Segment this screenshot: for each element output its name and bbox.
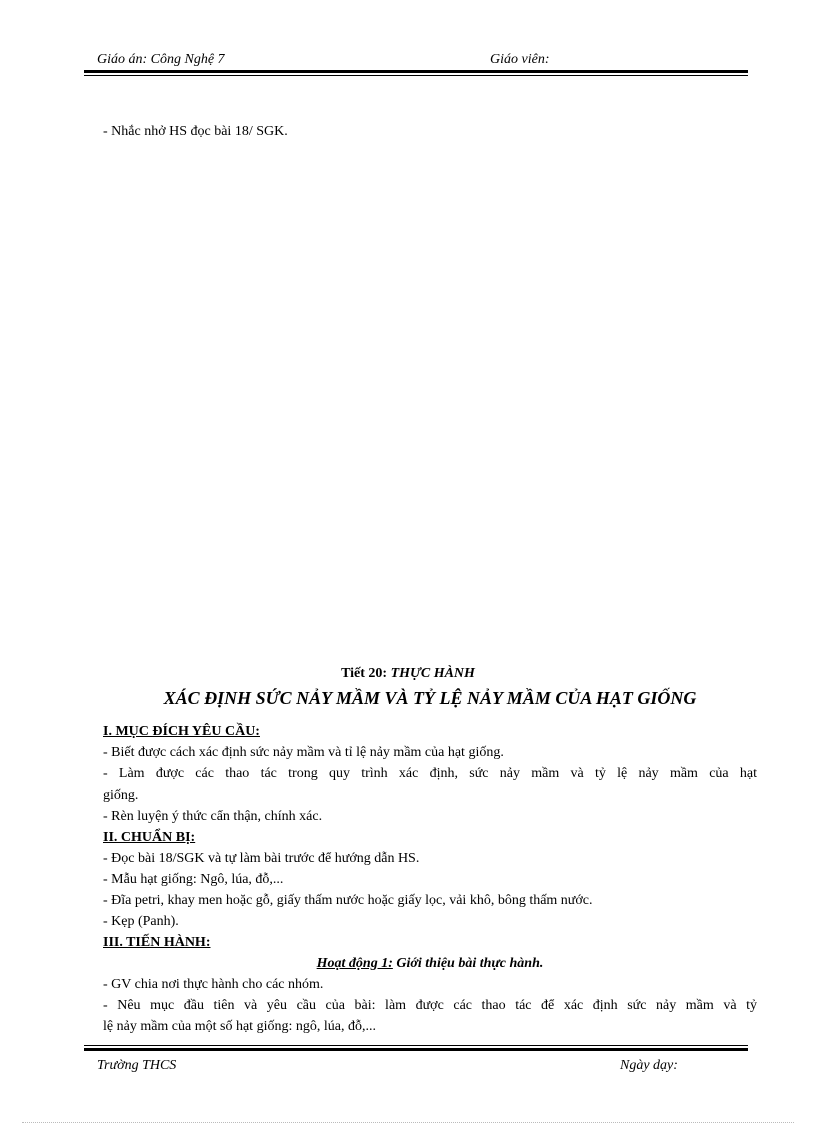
section3-item: lệ nảy mầm của một số hạt giống: ngô, lúa, đỗ,...	[103, 1019, 376, 1034]
section1-item: - Làm được các thao tác trong quy trình xác định, sức nảy mầm và tỷ lệ nảy mầm của hạt	[103, 766, 757, 781]
activity-title: Giới thiệu bài thực hành.	[396, 956, 544, 971]
section1-item: - Biết được cách xác định sức nảy mầm và tỉ lệ nảy mầm của hạt giống.	[103, 745, 504, 760]
header-teacher: Giáo viên:	[490, 52, 550, 67]
section2-item: - Mẫu hạt giống: Ngô, lúa, đỗ,...	[103, 872, 284, 887]
section2-item: - Đĩa petri, khay men hoặc gỗ, giấy thấm nước hoặc giấy lọc, vải khô, bông thấm nước.	[103, 893, 593, 908]
section2-heading: II. CHUẨN BỊ:	[103, 830, 196, 845]
footer-rule-thin	[84, 1045, 748, 1046]
lesson-period-type: THỰC HÀNH	[390, 666, 475, 681]
section3-item: - Nêu mục đầu tiên và yêu cầu của bài: làm được các thao tác để xác định sức nảy mầm và tỷ	[103, 998, 757, 1013]
activity-label: Hoạt động 1:	[316, 956, 393, 971]
header-rule-thick	[84, 70, 748, 73]
footer-date: Ngày dạy:	[620, 1058, 678, 1073]
section2-item: - Kẹp (Panh).	[103, 914, 179, 929]
section1-heading: I. MỤC ĐÍCH YÊU CẦU:	[103, 724, 260, 739]
header-subject: Giáo án: Công Nghệ 7	[97, 52, 225, 67]
lesson-period	[0, 666, 816, 682]
footer-rule-thick	[84, 1048, 748, 1051]
reminder-line: - Nhắc nhở HS đọc bài 18/ SGK.	[103, 124, 288, 139]
activity-heading	[0, 956, 816, 972]
footer-school: Trường THCS	[97, 1058, 177, 1073]
lesson-period-number: Tiết 20:	[341, 666, 388, 681]
section1-item: giống.	[103, 788, 139, 803]
header-rule-thin	[84, 75, 748, 76]
section3-item: - GV chia nơi thực hành cho các nhóm.	[103, 977, 324, 992]
section2-item: - Đọc bài 18/SGK và tự làm bài trước để hướng dẫn HS.	[103, 851, 420, 866]
lesson-title: XÁC ĐỊNH SỨC NẢY MẦM VÀ TỶ LỆ NẢY MẦM CỦA HẠT GIỐNG	[163, 688, 697, 708]
section1-item: - Rèn luyện ý thức cẩn thận, chính xác.	[103, 809, 323, 824]
section3-heading: III. TIẾN HÀNH:	[103, 935, 211, 950]
